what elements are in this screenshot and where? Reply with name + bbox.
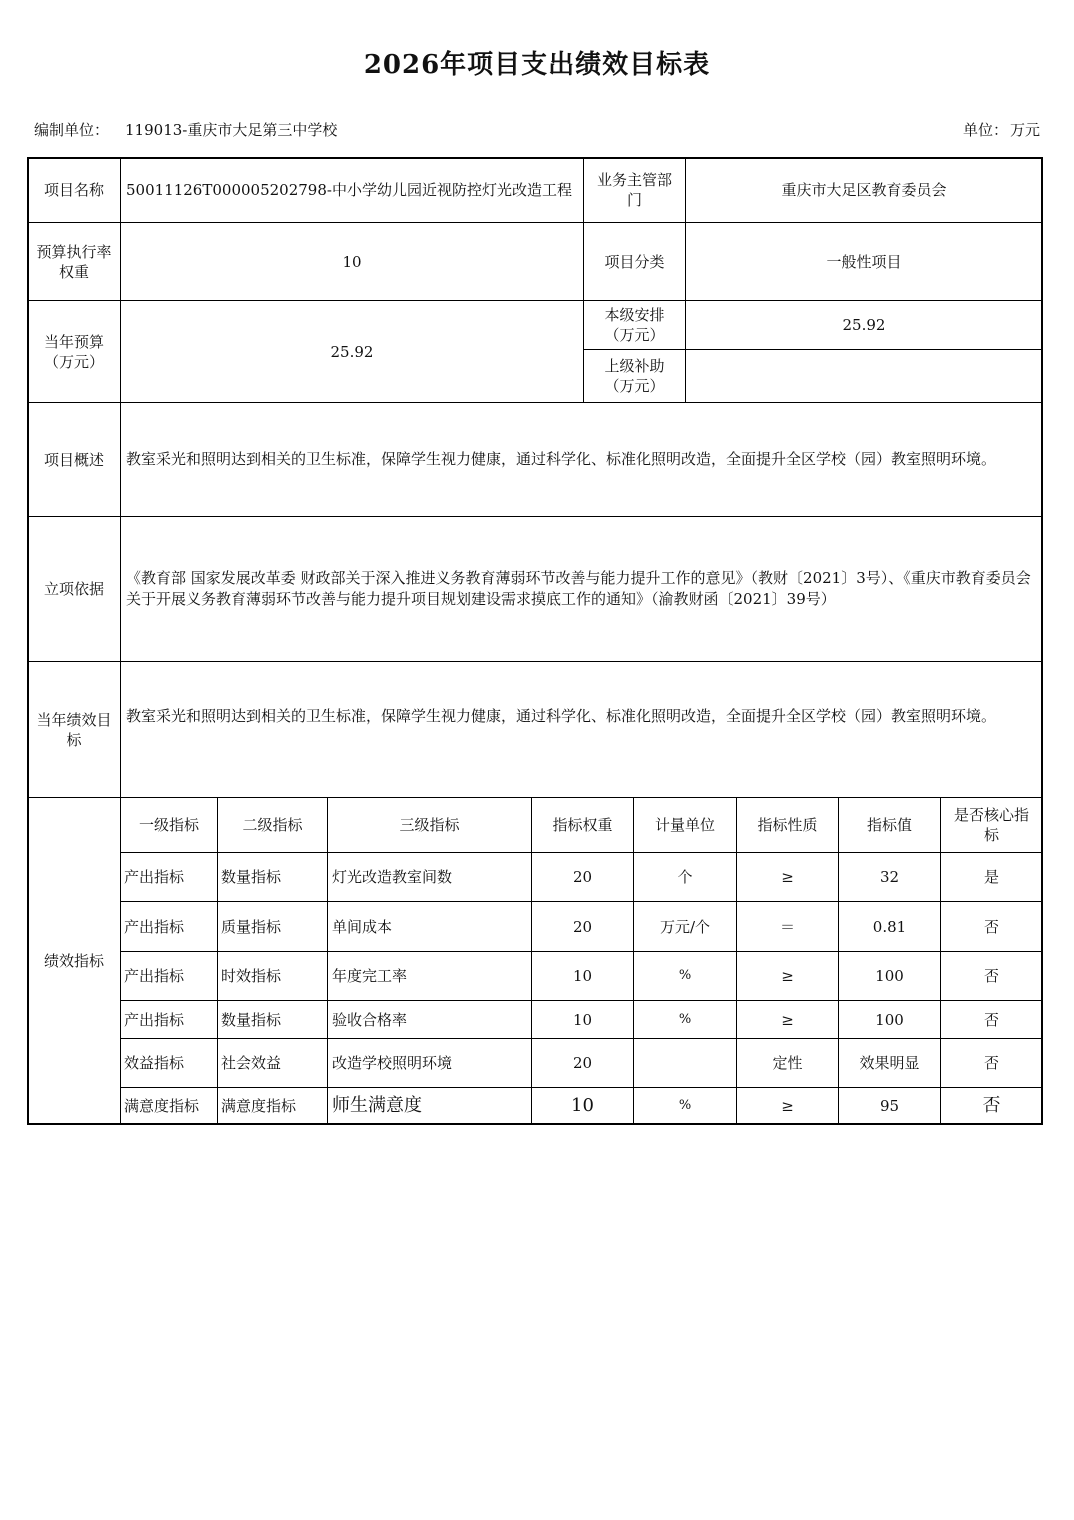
indicator-core: 是 bbox=[983, 868, 999, 886]
indicator-level2: 时效指标 bbox=[221, 967, 282, 985]
unit-value: 119013-重庆市大足第三中学校 bbox=[125, 121, 338, 139]
indicator-core: 否 bbox=[982, 1095, 1001, 1116]
indicator-level3: 师生满意度 bbox=[332, 1095, 422, 1116]
indicator-weight: 20 bbox=[572, 917, 593, 936]
indicator-unit: 个 bbox=[677, 868, 693, 886]
indicator-level1: 满意度指标 bbox=[124, 1097, 200, 1115]
indicator-value: 100 bbox=[875, 1010, 904, 1029]
indicator-core: 否 bbox=[983, 1010, 999, 1029]
indicator-unit: % bbox=[678, 968, 692, 983]
indicator-unit: 万元/个 bbox=[659, 917, 711, 936]
indicator-level1: 产出指标 bbox=[124, 868, 185, 886]
header-core: 是否核心指标 bbox=[953, 806, 1029, 844]
indicator-value: 效果明显 bbox=[859, 1054, 920, 1072]
indicator-nature: ≥ bbox=[781, 1010, 794, 1029]
header-level1: 一级指标 bbox=[138, 816, 199, 834]
header-value: 指标值 bbox=[866, 816, 912, 834]
header-unit: 计量单位 bbox=[654, 816, 715, 834]
indicator-level1: 产出指标 bbox=[124, 1010, 185, 1029]
indicator-value: 95 bbox=[879, 1097, 900, 1115]
local-value: 25.92 bbox=[842, 316, 886, 334]
indicator-level3: 年度完工率 bbox=[332, 967, 408, 985]
currency-label: 单位： bbox=[962, 121, 1008, 139]
indicator-weight: 10 bbox=[571, 1095, 594, 1116]
header-weight: 指标权重 bbox=[552, 816, 613, 834]
indicator-level2: 社会效益 bbox=[221, 1054, 282, 1072]
indicator-unit bbox=[634, 1039, 736, 1087]
indicator-nature: ≥ bbox=[781, 1097, 794, 1115]
indicator-weight: 20 bbox=[572, 1054, 593, 1072]
indicator-level2: 数量指标 bbox=[221, 868, 282, 886]
local-label: 本级安排（万元） bbox=[604, 306, 665, 344]
compiling-unit bbox=[34, 119, 337, 140]
currency-unit bbox=[963, 119, 1040, 140]
budget-value: 25.92 bbox=[330, 342, 374, 361]
unit-label: 编制单位： bbox=[34, 121, 110, 139]
upper-value bbox=[686, 350, 1042, 402]
dept-label: 业务主管部门 bbox=[596, 171, 672, 209]
category-value: 一般性项目 bbox=[826, 252, 902, 271]
indicator-level2: 质量指标 bbox=[221, 917, 282, 936]
indicator-core: 否 bbox=[983, 917, 999, 936]
indicator-level1: 效益指标 bbox=[124, 1054, 185, 1072]
indicator-unit: % bbox=[678, 1098, 692, 1113]
indicator-level1: 产出指标 bbox=[124, 917, 185, 936]
indicator-core: 否 bbox=[983, 1054, 999, 1072]
basis-text: 《教育部 国家发展改革委 财政部关于深入推进义务教育薄弱环节改善与能力提升工作的意见》（教财〔2021〕3号）、《重庆市教育委员会关于开展义务教育薄弱环节改善与能力提升项目规划建设需求摸底工作的通知》（渝教财函〔2021〕39号） bbox=[126, 569, 1031, 608]
indicators-label: 绩效指标 bbox=[43, 952, 104, 970]
project-name-label: 项目名称 bbox=[43, 181, 104, 199]
indicator-value: 0.81 bbox=[872, 917, 907, 936]
indicator-core: 否 bbox=[983, 967, 999, 985]
rate-value: 10 bbox=[342, 252, 362, 271]
category-label: 项目分类 bbox=[604, 252, 665, 271]
goal-text: 教室采光和照明达到相关的卫生标准，保障学生视力健康，通过科学化、标准化照明改造，全面提升全区学校（园）教室照明环境。 bbox=[126, 707, 997, 725]
upper-label: 上级补助（万元） bbox=[604, 357, 665, 395]
indicator-value: 100 bbox=[875, 967, 904, 985]
indicator-unit: % bbox=[678, 1011, 692, 1027]
rate-label: 预算执行率权重 bbox=[36, 242, 112, 281]
indicator-level2: 满意度指标 bbox=[221, 1097, 297, 1115]
header-level3: 三级指标 bbox=[399, 816, 460, 834]
goal-label: 当年绩效目标 bbox=[36, 710, 112, 749]
currency-value: 万元 bbox=[1009, 121, 1040, 139]
indicator-level3: 改造学校照明环境 bbox=[332, 1054, 453, 1072]
dept-value: 重庆市大足区教育委员会 bbox=[781, 181, 947, 199]
indicator-nature: 定性 bbox=[772, 1054, 803, 1072]
indicator-nature: ≥ bbox=[781, 967, 794, 985]
indicator-level2: 数量指标 bbox=[221, 1010, 282, 1029]
overview-label: 项目概述 bbox=[43, 450, 104, 469]
basis-label: 立项依据 bbox=[43, 580, 104, 598]
project-name-value: 50011126T000005202798-中小学幼儿园近视防控灯光改造工程 bbox=[126, 181, 572, 199]
indicator-nature: ＝ bbox=[779, 917, 795, 936]
indicator-level1: 产出指标 bbox=[124, 967, 185, 985]
indicator-weight: 20 bbox=[572, 868, 593, 886]
overview-text: 教室采光和照明达到相关的卫生标准，保障学生视力健康，通过科学化、标准化照明改造，全面提升全区学校（园）教室照明环境。 bbox=[126, 450, 997, 468]
indicator-value: 32 bbox=[879, 868, 900, 886]
indicator-level3: 验收合格率 bbox=[332, 1010, 408, 1029]
page-title: 2026年项目支出绩效目标表 bbox=[363, 50, 711, 80]
indicator-level3: 灯光改造教室间数 bbox=[332, 868, 453, 886]
indicator-weight: 10 bbox=[572, 967, 593, 985]
header-level2: 二级指标 bbox=[242, 816, 303, 834]
header-nature: 指标性质 bbox=[757, 816, 818, 834]
budget-label: 当年预算（万元） bbox=[43, 332, 104, 371]
indicator-weight: 10 bbox=[572, 1010, 593, 1029]
indicator-nature: ≥ bbox=[781, 868, 794, 886]
indicator-level3: 单间成本 bbox=[332, 917, 393, 936]
